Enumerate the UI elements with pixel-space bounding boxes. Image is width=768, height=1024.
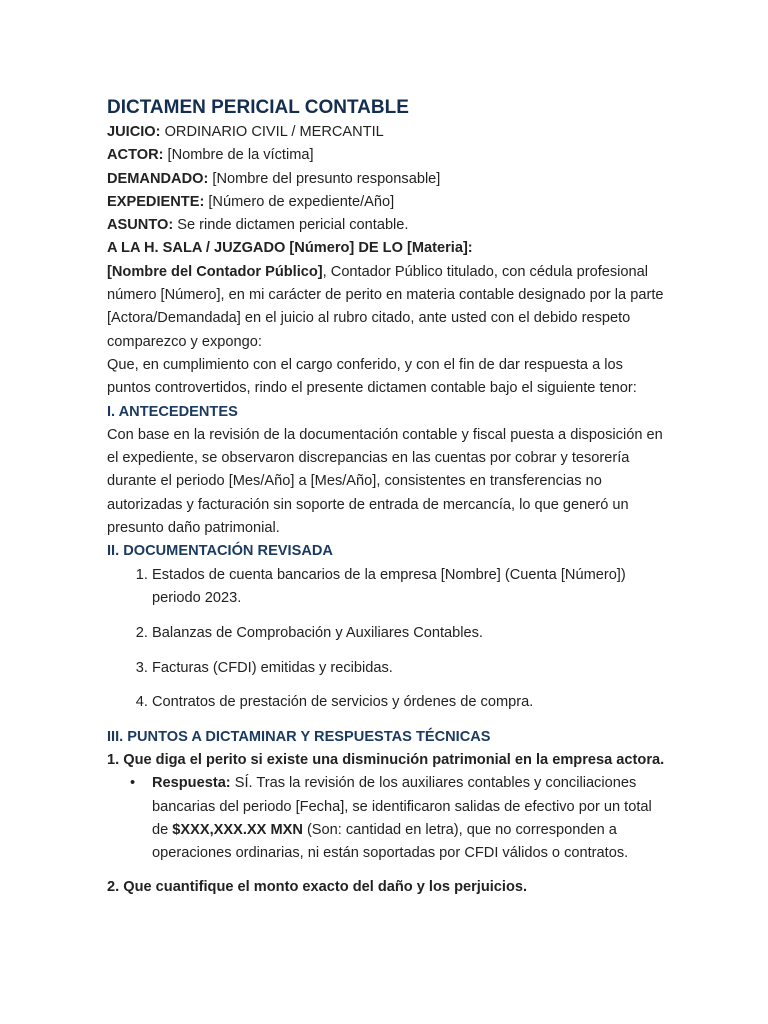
answer-list <box>107 772 667 865</box>
field-value: Se rinde dictamen pericial contable. <box>173 217 409 234</box>
field-asunto <box>107 214 667 237</box>
field-label: ACTOR: <box>107 147 164 164</box>
field-value: [Número de expediente/Año] <box>204 193 395 210</box>
question-1: 1. Que diga el perito si existe una disminución patrimonial en la empresa actora. <box>107 751 665 768</box>
field-value: [Nombre de la víctima] <box>163 147 314 164</box>
list-item: 4. Contratos de prestación de servicios y órdenes de compra. <box>152 691 667 714</box>
answer-amount: $XXX,XXX.XX MXN <box>172 821 303 838</box>
documentation-list <box>107 564 667 715</box>
section-heading-documentacion: II. DOCUMENTACIÓN REVISADA <box>107 543 333 560</box>
field-label: JUICIO: <box>107 124 161 140</box>
answer-text-2: (Son: cantidad en letra), que no corresponden a operaciones ordinarias, ni están soportadas por CFDI válidos o contratos. <box>152 821 629 862</box>
field-label: EXPEDIENTE: <box>107 193 205 210</box>
answer-label: Respuesta: <box>152 775 231 792</box>
question-2: 2. Que cuantifique el monto exacto del daño y los perjuicios. <box>107 879 528 896</box>
field-juicio <box>107 121 667 144</box>
field-expediente <box>107 191 667 214</box>
accountant-name: [Nombre del Contador Público] <box>107 263 323 280</box>
addressee: A LA H. SALA / JUZGADO [Número] DE LO [Materia]: <box>107 240 473 257</box>
section-heading-antecedentes: I. ANTECEDENTES <box>107 403 238 420</box>
antecedentes-body: Con base en la revisión de la documentación contable y fiscal puesta a disposición en el expediente, se observaron discrepancias en las cuentas por cobrar y tesorería durante el periodo [Mes/Año] a [Mes/Año], consistentes en transferencias no autorizadas y facturación sin soporte de entrada de mercancía, lo que generó un presunto daño patrimonial. <box>107 426 663 537</box>
field-label: ASUNTO: <box>107 217 174 234</box>
intro-text: , Contador Público titulado, con cédula profesional número [Número], en mi carácter de perito en materia contable designado por la parte [Actora/Demandada] en el juicio al rubro citado, ante usted con el debido respeto comparezco y expongo: <box>107 263 664 350</box>
answer-text: SÍ. Tras la revisión de los auxiliares contables y conciliaciones bancarias del periodo [Fecha], se identificaron salidas de efectivo por un total de <box>152 775 652 838</box>
list-item: 2. Balanzas de Comprobación y Auxiliares Contables. <box>152 622 667 645</box>
field-value: ORDINARIO CIVIL / MERCANTIL <box>160 124 384 140</box>
intro-paragraph <box>107 261 667 354</box>
field-demandado <box>107 168 667 191</box>
answer-item <box>152 772 667 865</box>
document-title: DICTAMEN PERICIAL CONTABLE <box>107 97 409 118</box>
section-heading-puntos: III. PUNTOS A DICTAMINAR Y RESPUESTAS TÉCNICAS <box>107 728 491 745</box>
field-label: DEMANDADO: <box>107 170 209 187</box>
intro-paragraph-2: Que, en cumplimiento con el cargo conferido, y con el fin de dar respuesta a los puntos controvertidos, rindo el presente dictamen contable bajo el siguiente tenor: <box>107 356 637 397</box>
list-item: 3. Facturas (CFDI) emitidas y recibidas. <box>152 657 667 680</box>
list-item: 1. Estados de cuenta bancarios de la empresa [Nombre] (Cuenta [Número]) periodo 2023. <box>152 564 667 611</box>
document-page <box>107 95 667 900</box>
field-value: [Nombre del presunto responsable] <box>208 170 441 187</box>
field-actor <box>107 144 667 167</box>
